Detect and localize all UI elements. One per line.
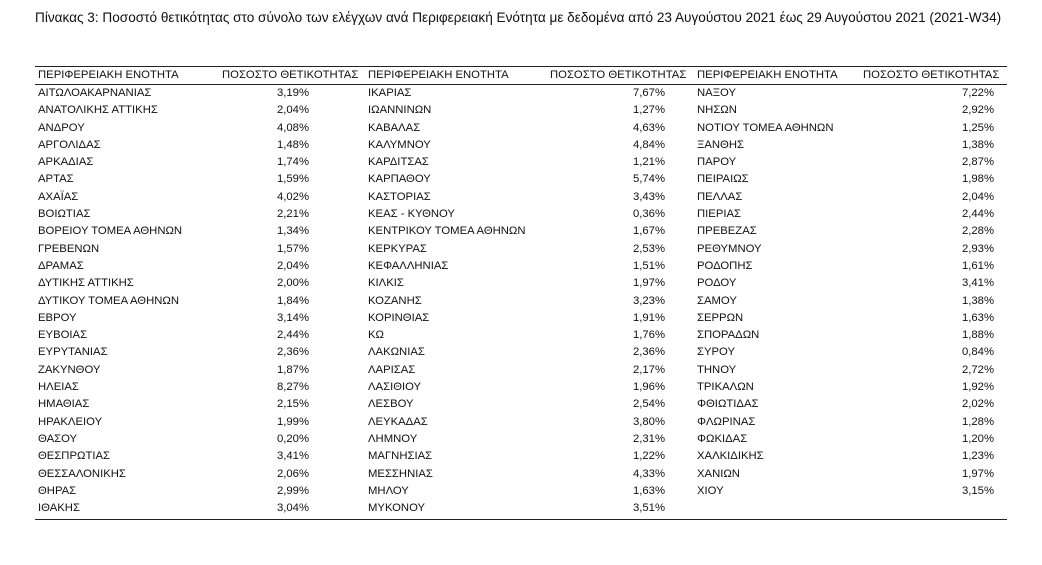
- header-positivity-col1: ΠΟΣΟΣΤΟ ΘΕΤΙΚΟΤΗΤΑΣ: [222, 69, 359, 81]
- table-row: [35, 258, 1007, 275]
- positivity-cell: 2,15%: [276, 398, 309, 411]
- positivity-cell: 1,57%: [276, 242, 309, 255]
- region-cell: ΚΕΝΤΡΙΚΟΥ ΤΟΜΕΑ ΑΘΗΝΩΝ: [368, 225, 526, 238]
- positivity-cell: 1,34%: [276, 225, 309, 238]
- region-cell: ΗΜΑΘΙΑΣ: [38, 398, 90, 411]
- region-cell: ΛΑΣΙΘΙΟΥ: [368, 381, 422, 394]
- positivity-cell: 3,51%: [632, 502, 665, 515]
- positivity-cell: 1,22%: [632, 450, 665, 463]
- region-cell: ΜΕΣΣΗΝΙΑΣ: [368, 467, 433, 480]
- table-caption: Πίνακας 3: Ποσοστό θετικότητας στο σύνολο των ελέγχων ανά Περιφερειακή Ενότητα με δεδομένα από 23 Αυγούστου 2021 έως 29 Αυγούστου 2021 (2021-W34): [35, 10, 1002, 25]
- positivity-cell: 4,33%: [632, 467, 665, 480]
- positivity-cell: 1,99%: [276, 415, 309, 428]
- region-cell: ΕΒΡΟΥ: [38, 311, 77, 324]
- region-cell: ΑΡΚΑΔΙΑΣ: [38, 156, 94, 169]
- region-cell: ΔΥΤΙΚΗΣ ΑΤΤΙΚΗΣ: [38, 277, 134, 290]
- table-row: [35, 293, 1007, 310]
- region-cell: ΗΡΑΚΛΕΙΟΥ: [38, 415, 103, 428]
- region-cell: ΚΟΖΑΝΗΣ: [368, 294, 422, 307]
- positivity-cell: 3,14%: [276, 311, 309, 324]
- table-header-row: [35, 66, 1007, 85]
- positivity-cell: 3,41%: [961, 277, 994, 290]
- positivity-cell: 1,96%: [632, 381, 665, 394]
- table-row: [35, 154, 1007, 171]
- positivity-cell: 1,74%: [276, 156, 309, 169]
- table-row: [35, 206, 1007, 223]
- table-row: [35, 396, 1007, 413]
- positivity-cell: 2,72%: [961, 363, 994, 376]
- positivity-cell: 2,87%: [961, 156, 994, 169]
- positivity-table: [35, 66, 1007, 520]
- header-positivity-col3: ΠΟΣΟΣΤΟ ΘΕΤΙΚΟΤΗΤΑΣ: [863, 69, 1000, 81]
- positivity-cell: 0,20%: [276, 432, 309, 445]
- table-bottom-rule: [35, 519, 1007, 520]
- region-cell: ΣΥΡΟΥ: [697, 346, 736, 359]
- region-cell: ΒΟΡΕΙΟΥ ΤΟΜΕΑ ΑΘΗΝΩΝ: [38, 225, 183, 238]
- region-cell: ΚΩ: [368, 329, 384, 342]
- positivity-cell: 2,04%: [961, 190, 994, 203]
- positivity-cell: 2,04%: [276, 104, 309, 117]
- region-cell: ΙΩΑΝΝΙΝΩΝ: [368, 104, 432, 117]
- positivity-cell: 3,15%: [961, 484, 994, 497]
- positivity-cell: 1,51%: [632, 259, 665, 272]
- positivity-cell: 2,99%: [276, 484, 309, 497]
- positivity-cell: 1,21%: [632, 156, 665, 169]
- region-cell: ΑΝΔΡΟΥ: [38, 121, 85, 134]
- table-row: [35, 120, 1007, 137]
- positivity-cell: 1,76%: [632, 329, 665, 342]
- region-cell: ΓΡΕΒΕΝΩΝ: [38, 242, 100, 255]
- region-cell: ΚΑΒΑΛΑΣ: [368, 121, 421, 134]
- region-cell: ΛΑΚΩΝΙΑΣ: [368, 346, 425, 359]
- region-cell: ΑΡΤΑΣ: [38, 173, 74, 186]
- region-cell: ΠΑΡΟΥ: [697, 156, 737, 169]
- positivity-cell: 2,31%: [632, 432, 665, 445]
- positivity-cell: 0,84%: [961, 346, 994, 359]
- positivity-cell: 1,88%: [961, 329, 994, 342]
- region-cell: ΤΡΙΚΑΛΩΝ: [697, 381, 754, 394]
- table-row: [35, 414, 1007, 431]
- positivity-cell: 1,87%: [276, 363, 309, 376]
- region-cell: ΠΕΙΡΑΙΩΣ: [697, 173, 749, 186]
- positivity-cell: 2,04%: [276, 259, 309, 272]
- positivity-cell: 1,61%: [961, 259, 994, 272]
- table-row: [35, 500, 1007, 517]
- region-cell: ΤΗΝΟΥ: [697, 363, 737, 376]
- region-cell: ΝΑΞΟΥ: [697, 87, 736, 99]
- positivity-cell: 3,19%: [276, 87, 309, 99]
- header-region-col1: ΠΕΡΙΦΕΡΕΙΑΚΗ ΕΝΟΤΗΤΑ: [38, 69, 179, 81]
- positivity-cell: 1,59%: [276, 173, 309, 186]
- region-cell: ΑΡΓΟΛΙΔΑΣ: [38, 138, 101, 151]
- positivity-cell: 1,91%: [632, 311, 665, 324]
- region-cell: ΦΛΩΡΙΝΑΣ: [697, 415, 756, 428]
- region-cell: ΣΕΡΡΩΝ: [697, 311, 744, 324]
- positivity-cell: 2,36%: [276, 346, 309, 359]
- positivity-cell: 7,67%: [632, 87, 665, 99]
- positivity-cell: 2,36%: [632, 346, 665, 359]
- positivity-cell: 2,44%: [276, 329, 309, 342]
- region-cell: ΚΕΑΣ - ΚΥΘΝΟΥ: [368, 208, 455, 221]
- table-row: [35, 102, 1007, 119]
- region-cell: ΣΠΟΡΑΔΩΝ: [697, 329, 760, 342]
- region-cell: ΚΑΣΤΟΡΙΑΣ: [368, 190, 431, 203]
- region-cell: ΞΑΝΘΗΣ: [697, 138, 744, 151]
- region-cell: ΘΑΣΟΥ: [38, 432, 78, 445]
- positivity-cell: 2,00%: [276, 277, 309, 290]
- positivity-cell: 4,08%: [276, 121, 309, 134]
- region-cell: ΕΥΡΥΤΑΝΙΑΣ: [38, 346, 108, 359]
- region-cell: ΚΕΡΚΥΡΑΣ: [368, 242, 427, 255]
- positivity-cell: 1,23%: [961, 450, 994, 463]
- table-row: [35, 85, 1007, 102]
- positivity-cell: 4,84%: [632, 138, 665, 151]
- table-row: [35, 344, 1007, 361]
- positivity-cell: 2,92%: [961, 104, 994, 117]
- positivity-cell: 2,21%: [276, 208, 309, 221]
- region-cell: ΙΘΑΚΗΣ: [38, 502, 80, 515]
- positivity-cell: 2,93%: [961, 242, 994, 255]
- positivity-cell: 1,20%: [961, 432, 994, 445]
- region-cell: ΡΕΘΥΜΝΟΥ: [697, 242, 762, 255]
- positivity-cell: 3,43%: [632, 190, 665, 203]
- table-row: [35, 466, 1007, 483]
- region-cell: ΘΗΡΑΣ: [38, 484, 77, 497]
- positivity-cell: 1,27%: [632, 104, 665, 117]
- region-cell: ΠΕΛΛΑΣ: [697, 190, 743, 203]
- table-row: [35, 448, 1007, 465]
- table-row: [35, 362, 1007, 379]
- region-cell: ΙΚΑΡΙΑΣ: [368, 87, 412, 99]
- region-cell: ΕΥΒΟΙΑΣ: [38, 329, 88, 342]
- positivity-cell: 1,92%: [961, 381, 994, 394]
- region-cell: ΜΥΚΟΝΟΥ: [368, 502, 426, 515]
- region-cell: ΖΑΚΥΝΘΟΥ: [38, 363, 101, 376]
- region-cell: ΝΟΤΙΟΥ ΤΟΜΕΑ ΑΘΗΝΩΝ: [697, 121, 834, 134]
- region-cell: ΔΡΑΜΑΣ: [38, 259, 84, 272]
- positivity-cell: 2,28%: [961, 225, 994, 238]
- table-row: [35, 275, 1007, 292]
- positivity-cell: 1,38%: [961, 294, 994, 307]
- positivity-cell: 2,17%: [632, 363, 665, 376]
- region-cell: ΧΙΟΥ: [697, 484, 724, 497]
- region-cell: ΛΕΣΒΟΥ: [368, 398, 414, 411]
- table-row: [35, 327, 1007, 344]
- region-cell: ΝΗΣΩΝ: [697, 104, 737, 117]
- positivity-cell: 1,97%: [632, 277, 665, 290]
- header-region-col3: ΠΕΡΙΦΕΡΕΙΑΚΗ ΕΝΟΤΗΤΑ: [697, 69, 838, 81]
- table-row: [35, 241, 1007, 258]
- region-cell: ΚΕΦΑΛΛΗΝΙΑΣ: [368, 259, 449, 272]
- region-cell: ΧΑΝΙΩΝ: [697, 467, 740, 480]
- positivity-cell: 1,63%: [961, 311, 994, 324]
- region-cell: ΘΕΣΠΡΩΤΙΑΣ: [38, 450, 111, 463]
- region-cell: ΛΗΜΝΟΥ: [368, 432, 418, 445]
- positivity-cell: 2,06%: [276, 467, 309, 480]
- region-cell: ΦΩΚΙΔΑΣ: [697, 432, 748, 445]
- positivity-cell: 1,63%: [632, 484, 665, 497]
- positivity-cell: 4,63%: [632, 121, 665, 134]
- positivity-cell: 4,02%: [276, 190, 309, 203]
- positivity-cell: 3,04%: [276, 502, 309, 515]
- positivity-cell: 1,84%: [276, 294, 309, 307]
- positivity-cell: 1,48%: [276, 138, 309, 151]
- region-cell: ΑΧΑΪΑΣ: [38, 190, 79, 203]
- region-cell: ΧΑΛΚΙΔΙΚΗΣ: [697, 450, 764, 463]
- table-row: [35, 189, 1007, 206]
- positivity-cell: 1,38%: [961, 138, 994, 151]
- positivity-cell: 5,74%: [632, 173, 665, 186]
- table-body: [35, 85, 1007, 517]
- positivity-cell: 1,25%: [961, 121, 994, 134]
- positivity-cell: 1,67%: [632, 225, 665, 238]
- positivity-cell: 3,41%: [276, 450, 309, 463]
- region-cell: ΚΑΡΠΑΘΟΥ: [368, 173, 431, 186]
- region-cell: ΜΑΓΝΗΣΙΑΣ: [368, 450, 433, 463]
- table-row: [35, 137, 1007, 154]
- region-cell: ΡΟΔΟΥ: [697, 277, 737, 290]
- positivity-cell: 1,28%: [961, 415, 994, 428]
- table-row: [35, 310, 1007, 327]
- positivity-cell: 2,54%: [632, 398, 665, 411]
- positivity-cell: 3,23%: [632, 294, 665, 307]
- table-row: [35, 379, 1007, 396]
- positivity-cell: 7,22%: [961, 87, 994, 99]
- region-cell: ΚΙΛΚΙΣ: [368, 277, 404, 290]
- region-cell: ΦΘΙΩΤΙΔΑΣ: [697, 398, 759, 411]
- table-row: [35, 431, 1007, 448]
- table-row: [35, 223, 1007, 240]
- region-cell: ΛΕΥΚΑΔΑΣ: [368, 415, 428, 428]
- region-cell: ΚΑΡΔΙΤΣΑΣ: [368, 156, 429, 169]
- region-cell: ΡΟΔΟΠΗΣ: [697, 259, 753, 272]
- region-cell: ΑΙΤΩΛΟΑΚΑΡΝΑΝΙΑΣ: [38, 87, 152, 99]
- positivity-cell: 2,02%: [961, 398, 994, 411]
- region-cell: ΔΥΤΙΚΟΥ ΤΟΜΕΑ ΑΘΗΝΩΝ: [38, 294, 180, 307]
- region-cell: ΛΑΡΙΣΑΣ: [368, 363, 416, 376]
- region-cell: ΘΕΣΣΑΛΟΝΙΚΗΣ: [38, 467, 126, 480]
- region-cell: ΚΑΛΥΜΝΟΥ: [368, 138, 431, 151]
- table-row: [35, 171, 1007, 188]
- positivity-cell: 3,80%: [632, 415, 665, 428]
- positivity-cell: 2,44%: [961, 208, 994, 221]
- region-cell: ΜΗΛΟΥ: [368, 484, 409, 497]
- table-row: [35, 483, 1007, 500]
- region-cell: ΗΛΕΙΑΣ: [38, 381, 79, 394]
- region-cell: ΠΙΕΡΙΑΣ: [697, 208, 742, 221]
- region-cell: ΑΝΑΤΟΛΙΚΗΣ ΑΤΤΙΚΗΣ: [38, 104, 158, 117]
- region-cell: ΠΡΕΒΕΖΑΣ: [697, 225, 757, 238]
- positivity-cell: 0,36%: [632, 208, 665, 221]
- region-cell: ΣΑΜΟΥ: [697, 294, 737, 307]
- header-region-col2: ΠΕΡΙΦΕΡΕΙΑΚΗ ΕΝΟΤΗΤΑ: [368, 69, 509, 81]
- positivity-cell: 8,27%: [276, 381, 309, 394]
- positivity-cell: 1,98%: [961, 173, 994, 186]
- region-cell: ΒΟΙΩΤΙΑΣ: [38, 208, 91, 221]
- region-cell: ΚΟΡΙΝΘΙΑΣ: [368, 311, 430, 324]
- header-positivity-col2: ΠΟΣΟΣΤΟ ΘΕΤΙΚΟΤΗΤΑΣ: [550, 69, 687, 81]
- positivity-cell: 1,97%: [961, 467, 994, 480]
- positivity-cell: 2,53%: [632, 242, 665, 255]
